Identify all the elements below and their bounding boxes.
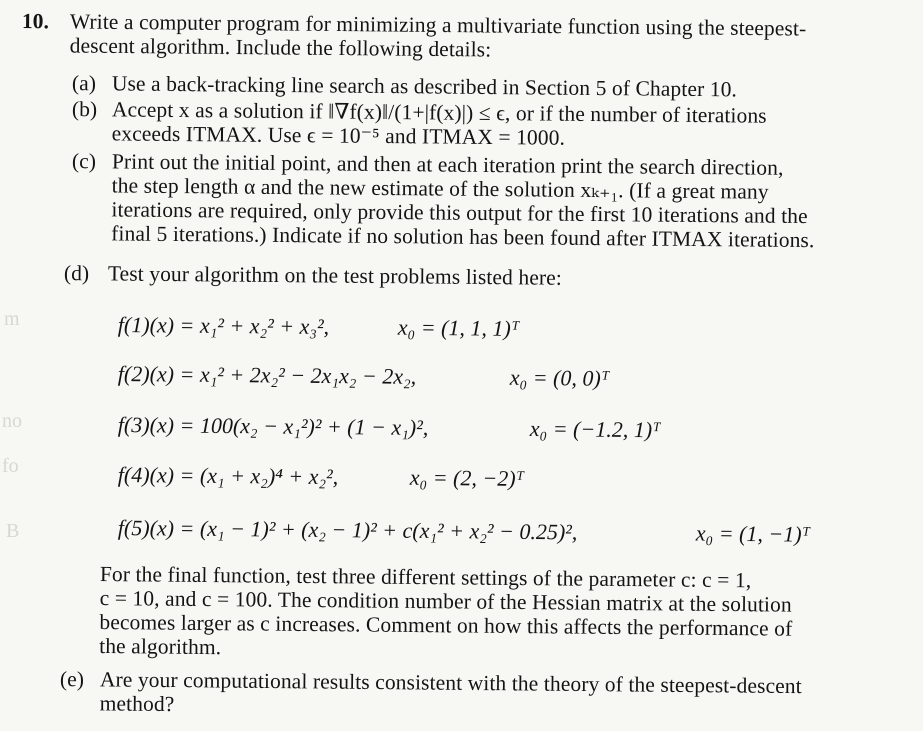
test-function-3 (117, 412, 661, 443)
function-1-formula: f(1)(x) = x₁² + x₂² + x₃², (117, 312, 330, 340)
part-b-line-1: Accept x as a solution if ‖∇f(x)‖/(1+|f(x)|) ≤ ϵ, or if the number of iterations (111, 97, 767, 128)
function-3-start-point: x₀ = (−1.2, 1)ᵀ (529, 415, 661, 443)
part-d (64, 262, 894, 294)
part-d-label: (d) (63, 261, 90, 286)
function-3-formula: f(3)(x) = 100(x₂ − x₁²)² + (1 − x₁)², (117, 412, 429, 440)
final-function-paragraph (99, 563, 900, 667)
final-line-4: the algorithm. (99, 633, 222, 660)
test-function-1 (117, 312, 520, 341)
function-4-formula: f(4)(x) = (x₁ + x₂)⁴ + x₂², (117, 462, 339, 490)
function-5-formula: f(5)(x) = (x₁ − 1)² + (x₂ − 1)² + c(x₁² + x₂² − 0.25)², (117, 515, 578, 545)
part-e-label: (e) (59, 667, 85, 692)
intro-line-1: Write a computer program for minimizing a multivariate function using the steepest- (69, 9, 807, 41)
function-2-start-point: x₀ = (0, 0)ᵀ (509, 364, 610, 391)
part-c-line-2: the step length α and the new estimate of the solution xₖ₊₁. (If a great many (111, 173, 769, 204)
part-d-text: Test your algorithm on the test problems listed here: (107, 261, 563, 290)
part-c-line-4: final 5 iterations.) Indicate if no solution has been found after ITMAX iterations. (111, 221, 815, 253)
bleed-through-mark: B (6, 520, 20, 542)
part-c-line-3: iterations are required, only provide this output for the first 10 iterations and the (111, 197, 808, 229)
test-function-2 (117, 361, 610, 391)
problem-number: 10. (21, 9, 50, 34)
bleed-through-mark: no (2, 410, 22, 432)
intro-line-2: descent algorithm. Include the following details: (69, 33, 492, 62)
part-c-line-1: Print out the initial point, and then at each iteration print the search direction, (111, 149, 784, 180)
part-c (71, 150, 902, 254)
final-line-1: For the final function, test three different settings of the parameter c: c = 1, (99, 562, 752, 593)
test-function-4 (117, 462, 525, 491)
part-e-line-1: Are your computational results consistent with the theory of the steepest-descent (99, 667, 802, 699)
part-b-line-2: exceeds ITMAX. Use ϵ = 10⁻⁵ and ITMAX = 1000. (111, 121, 566, 150)
bleed-through-mark: fo (2, 455, 19, 477)
part-e-line-2: method? (99, 691, 175, 717)
function-2-formula: f(2)(x) = x₁² + 2x₂² − 2x₁x₂ − 2x₂, (117, 361, 417, 389)
part-a-text: Use a back-tracking line search as described in Section 5 of Chapter 10. (111, 71, 738, 102)
test-function-5 (117, 515, 811, 547)
part-b-label: (b) (71, 97, 98, 122)
part-a-label: (a) (71, 71, 97, 96)
part-c-label: (c) (71, 149, 97, 174)
bleed-through-mark: m (4, 308, 20, 330)
final-line-3: becomes larger as c increases. Comment on how this affects the performance of (99, 609, 793, 641)
function-5-start-point: x₀ = (1, −1)ᵀ (695, 520, 811, 547)
function-1-start-point: x₀ = (1, 1, 1)ᵀ (397, 314, 520, 341)
problem-intro (22, 10, 902, 68)
part-b (72, 98, 902, 154)
final-line-2: c = 10, and c = 100. The condition number of the Hessian matrix at the solution (99, 585, 792, 617)
function-4-start-point: x₀ = (2, −2)ᵀ (409, 464, 525, 491)
part-e (60, 668, 890, 724)
